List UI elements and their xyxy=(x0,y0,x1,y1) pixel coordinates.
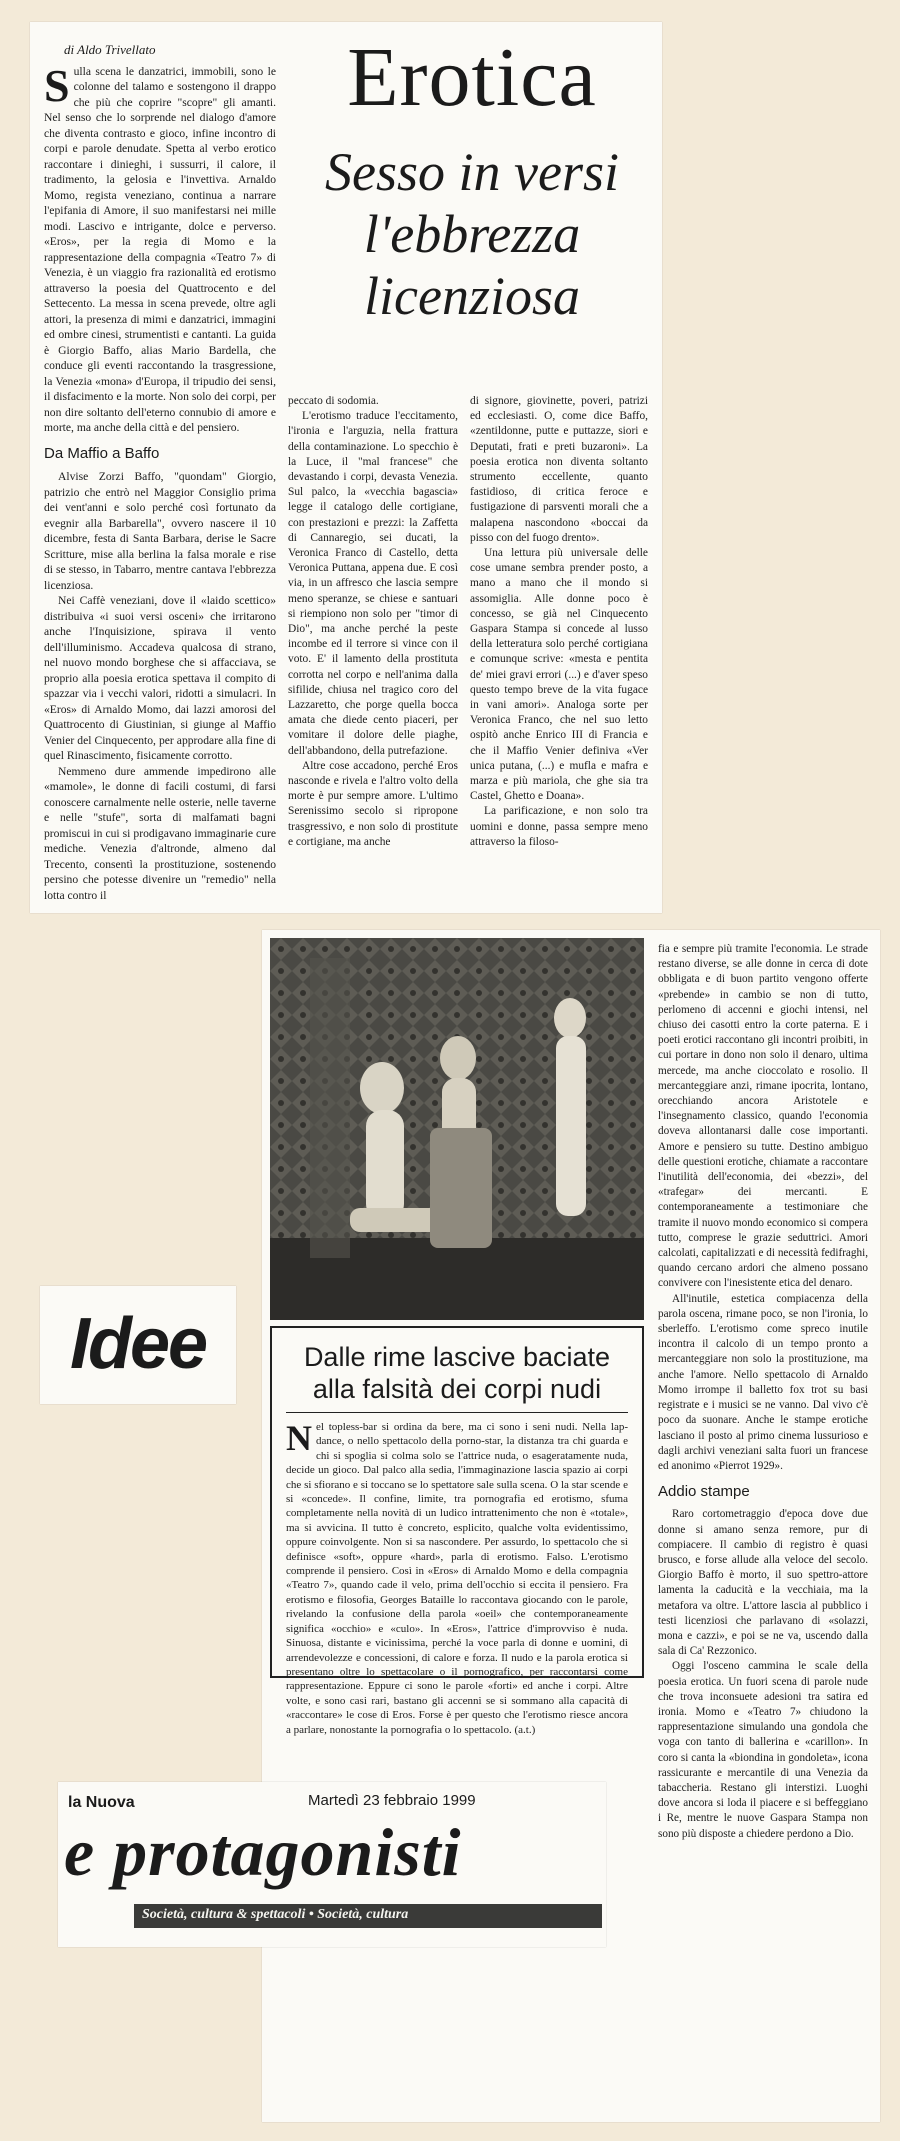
subtitle-line-3: licenziosa xyxy=(364,266,580,326)
subtitle-line-1: Sesso in versi xyxy=(325,142,619,202)
paragraph: Nei Caffè veneziani, dove il «laido scettico» distribuiva «i suoi versi osceni» che irritarono anche l'Inquisizione, spirava il vento dell'illuminismo. Accadeva qualcosa di strano, nel nuovo mondo borghese che si affacciava, se proprio alla poesia erotica spettava il compito di spazzar via i vecchi valori, ridotti a simulacri. In «Eros» di Arnaldo Momo, dai lazzi amorosi del Quattrocento di Giustinian, si giunge al Maffio Venier del Cinquecento, per approdare alla fine di quel Rinascimento, fisicamente corrotto. xyxy=(44,594,276,762)
box-title-divider xyxy=(286,1412,628,1413)
paragraph: di signore, giovinette, poveri, patrizi ed ecclesiasti. O, come dice Baffo, «zentildonne, putte e puttazze, siori e Deputati, frati e preti buzaroni». La poesia erotica non diventa soltanto strumento eccellente, quanto fastidioso, di critica feroce e fustigazione di parsventi morali che a malapena nascondono «boccai da pisso con del fuogo drento». xyxy=(470,395,648,544)
stage-photo xyxy=(270,938,644,1320)
paragraph: Oggi l'osceno cammina le scale della poesia erotica. Un fuori scena di parole nude che trova inconsuete adesioni tra satira ed ironia. Momo e «Teatro 7» chiudono la rappresentazione simulando una gondola che voga con tanto di ballerina e «carillon». In coro si canta la «biondina in gondoleta», icona rassicurante e mercantile di una Venezia da tabaccheria. Restano gli interstizi. Luoghi dove ancora si loda il piacere e si beffeggiano i Re, mentre le nuove Gaspara Stampa non sono più disposte a chiedere perdono a Dio. xyxy=(658,1660,868,1840)
paragraph: Nel topless-bar si ordina da bere, ma ci sono i seni nudi. Nella lap-dance, o nello spettacolo della porno-star, la distanza tra chi guarda e chi si spoglia si colma solo se l'attrice nuda, o esageratamente nuda, decide un gioco. Dal palco alla sedia, l'immaginazione lascia spazio ai corpi che si sfiorano e si toccano se lo spettatore sale sulla scena. O la star scende e si «concede». Il confine, limite, tra pornografia ed erotismo, sfuma completamente nella novità di un ludico intrattenimento che non è «totale», ma si avvicina. Il tutto è concreto, esplicito, qualche volta evidentissimo, oppure coinvolgente. Non si sa nascondere. Per assurdo, lo spettacolo che si definisce «soft», oppure «hard», parla di erotismo. Falso. L'erotismo comprende il pensiero. Così in «Eros» di Arnaldo Momo e della compagnia «Teatro 7», quando cade il velo, prima dell'occhio si eccita il pensiero. Fra erotismo e filosofia, Georges Bataille lo raccontava giocando con le parole, rivelando la confusione della parola «oeil» che contemporaneamente significa «occhio» e «culo». In «Eros», l'attrice d'improvviso è nuda. Sinuosa, distante e vicinissima, perché la voce parla di donne e uomini, di arrendevolezze e concessioni, di calore e forza. Il nudo e la parola erotica si presentano oltre lo spettacolare o il pornografico, per raccontarsi come rappresentazione. Eppure ci sono le parole «forti» ed anche i corpi. Altre volte, e sono casi rari, bastano gli accenni se si sommano alla capacità di «raccontare» le cose di Eros. Forse è per questo che l'erotismo riesce ancora a parlare, nonostante la pornografia o lo spettacolo. (a.t.) xyxy=(286,1418,628,1736)
subhead-addio-stampe: Addio stampe xyxy=(658,1483,750,1501)
paragraph: Una lettura più universale delle cose umane sembra prender posto, a mano a mano che il mondo si assomiglia. Alle donne poco è concesso, se già nel Cinquecento Gaspara Stampa si concede al lusso della letteratura solo perché cortigiana e comunque scrive: «mesta e pentita de' miei gravi errori (...) e d'aver speso questo tempo breve de la vita fugace in vani amori». Analoga sorte per Veronica Franco, che nel suo letto ospitò anche Enrico III di Francia e che il Maffio Venier definiva «Ver unica putana, (...) e mufla e mafra e marza e più mariola, che ghe sia tra Castel, Ghetto e Doana». xyxy=(470,547,648,803)
article-erotica-column-3 xyxy=(470,394,648,850)
box-title-line-1: Dalle rime lascive baciate xyxy=(303,1342,611,1372)
masthead-clipping xyxy=(58,1782,606,1947)
dropcap-letter: S xyxy=(44,59,70,111)
paragraph: fia e sempre più tramite l'economia. Le strade restano diverse, se alle donne in cerca di dote obbligata e di buon partito vengono offerte «prebende» in cambio se non di tutto, perlomeno di accenni e giochi intensi, nel chiuso dei casotti entro la corte paterna. E i poeti erotici raccontano gli incontri proibiti, in cui portare in dono non solo il denaro, ultima mercede, ma anche cioccolato e rosolio. Il mercanteggiare anzi, rimane ipocrita, lontano, orecchiando ancora Aristotele e l'insegnamento classico, quando l'economia doveva allontanarsi dalle cose importanti. Amore e pensiero su tutte. Destino ambiguo delle questioni erotiche, chiamate a raccontare l'inutilità dell'economia, dei «bezzi», del «trafegar» dei mercanti. E contemporaneamente a testimoniare che tramite il nuovo mondo economico si compera tutto, comprese le grazie seduttrici. Amori calcolati, capitalizzati e di necessità fedifraghi, quando cercano ardori che almeno possano convivere con l'inesistente etica del denaro. xyxy=(658,943,868,1290)
headline-erotica: Erotica xyxy=(347,31,597,124)
sidebar-article-body xyxy=(286,1420,628,1737)
byline: di Aldo Trivellato xyxy=(64,42,156,57)
sidebar-article-box xyxy=(270,1326,644,1736)
article-erotica-column-2 xyxy=(288,394,458,850)
article-continuation-column xyxy=(658,942,868,1842)
paragraph: La parificazione, e non solo tra uomini e donne, passa sempre meno attraverso la filoso- xyxy=(470,805,648,848)
author-signature: (a.t.) xyxy=(514,1723,536,1736)
paragraph: All'inutile, estetica compiacenza della parola oscena, rimane poco, se non l'ironia, lo sberleffo. L'erotismo come spreco inutile incontra il calcolo di un tempo pronto a mercanteggiare non solo la prostituzione, ma anche l'amore. Nello spettacolo di Arnaldo Momo irrompe il balletto fox trot su basi registrate e i musici se ne vanno. Dal vivo c'è poco da suonare. Anche le stampe erotiche lasciano il posto al primo cinema lussurioso e dagli archivi veneziani salta fuori un francese ed anonimo «Pierrot 1929». xyxy=(658,1292,868,1472)
paragraph: L'erotismo traduce l'eccitamento, l'ironia e l'arguzia, nella frattura della contaminazione. Lo specchio è la Luce, il "mal francese" che devastando i corpi, devasta Venezia. Sul palco, la «vecchia bagascia» legge il catalogo delle cortigiane, con prestazioni e prezzi: la Zaffetta di Cannaregio, sei ducati, la Veronica Franco di Castello, detta Veronica Puttana, appena due. E così via, in un affresco che lascia sempre meno speranze, se chiese e santuari si riempiono non solo per "timor di Dio", ma anche perché la peste incombe ed il terrore si vince con il voto. E' il lamento della prostituta corrotta nel corpo e nell'anima dalla sifilide, chiusa nel tragico coro del Lazzaretto, che porge quella bocca amata che diede cento piaceri, per vomitare il dolore delle piaghe, dell'abbandono, della putrefazione. xyxy=(288,410,458,757)
masthead-tagline-bar xyxy=(134,1904,602,1928)
paragraph: Altre cose accadono, perché Eros nasconde e rivela e l'altro volto della morte è pur sempre amore. L'ultimo Serenissimo secolo si ripropone trasgressivo, e non solo di prostitute e cortigiane, ma anche xyxy=(288,759,458,848)
headline-block xyxy=(292,32,652,372)
masthead-brand: la Nuova xyxy=(68,1794,135,1811)
masthead-date: Martedì 23 febbraio 1999 xyxy=(308,1792,476,1809)
subtitle-line-2: l'ebbrezza xyxy=(363,204,581,264)
subhead-da-maffio-a-baffo: Da Maffio a Baffo xyxy=(44,444,160,462)
paragraph: Nemmeno dure ammende impedirono alle «mamole», le donne di facili costumi, di farsi conoscere carnalmente nelle osterie, nelle taverne e nelle "stufe", sorta di malfamati bagni promiscui in cui si prodigavano immaginarie cure mediche. Venezia d'altronde, almeno dal Trecento, consentì la prostituzione, sostenendo persino che potesse divenire un "remedio" nella lotta contro il xyxy=(44,764,276,902)
section-label-clipping xyxy=(40,1286,236,1404)
paragraph: Raro cortometraggio d'epoca dove due donne si amano senza remore, pur di compiacere. Il cambio di registro è quasi brusco, e forse allude alla veloce del secolo. Giorgio Baffo è morto, il suo spettro-attore lamenta la caducità e la vecchiaia, ma la metafora va oltre. L'attore lascia al pubblico i testi licenziosi che parlavano di «solazzi, mona e cazzi», e poi se ne va, uscendo dalla sala di Ca' Rezzonico. xyxy=(658,1508,868,1658)
article-lead-paragraph: Sulla scena le danzatrici, immobili, sono le colonne del talamo e sostengono il drappo che più che coprire "scopre" gli amanti. Nel senso che lo sorprende nel dialogo d'amore che diventa contrasto e gioco, infine incontro di corpi e parole denudate. Spetta al verbo erotico raccontare i dinieghi, i sussurri, il calore, il tradimento, la gelosia e l'invettiva. Arnaldo Momo, regista veneziano, continua a narrare l'epifania di Amore, il suo manifestarsi nei mille modi. Lascivo e intrigante, dolce e perverso. «Eros», per la regia di Momo e la rappresentazione della compagnia «Teatro 7» di Venezia, è un viaggio fra razionalità ed erotismo attraverso la poesia del Quattrocento e del Settecento. La messa in scena prevede, oltre agli attori, la presenza di mimi e danzatrici, immagini ed ombre cinesi, strumentisti e cantanti. La guida è Giorgio Baffo, alias Mario Bardella, che conduce gli eventi raccontando la trasgressione, la Venezia «mona» d'Europa, il tripudio dei sensi, il disfacimento e la morte. Non solo dei corpi, per non dire soltanto dell'eterno connubio di amore e morte, ma anche della città e del pensiero. xyxy=(44,59,276,434)
paragraph: peccato di sodomia. xyxy=(288,395,379,407)
section-label-idee: Idee xyxy=(69,1304,207,1384)
dropcap-letter: N xyxy=(286,1418,312,1458)
article-erotica-clipping xyxy=(30,22,662,913)
masthead-title: e protagonisti xyxy=(64,1814,462,1890)
paragraph: Alvise Zorzi Baffo, "quondam" Giorgio, patrizio che entrò nel Maggior Consiglio prima dei vent'anni e solo perché così fortunato da evegnir alla Barbarella", ovvero nascere il 10 dicembre, festa di Santa Barbara, derise le Sacre Scritture, mise alla berlina la falsa morale e rise di se stesso, in Tabarro, mentre cantava l'ebbrezza licenziosa. xyxy=(44,470,276,592)
masthead-tagline: Società, cultura & spettacoli • Società, cultura xyxy=(142,1907,409,1922)
stage-photo-figures xyxy=(270,938,644,1320)
article-erotica-column-1 xyxy=(44,42,276,903)
box-title-line-2: alla falsità dei corpi nudi xyxy=(312,1374,602,1404)
